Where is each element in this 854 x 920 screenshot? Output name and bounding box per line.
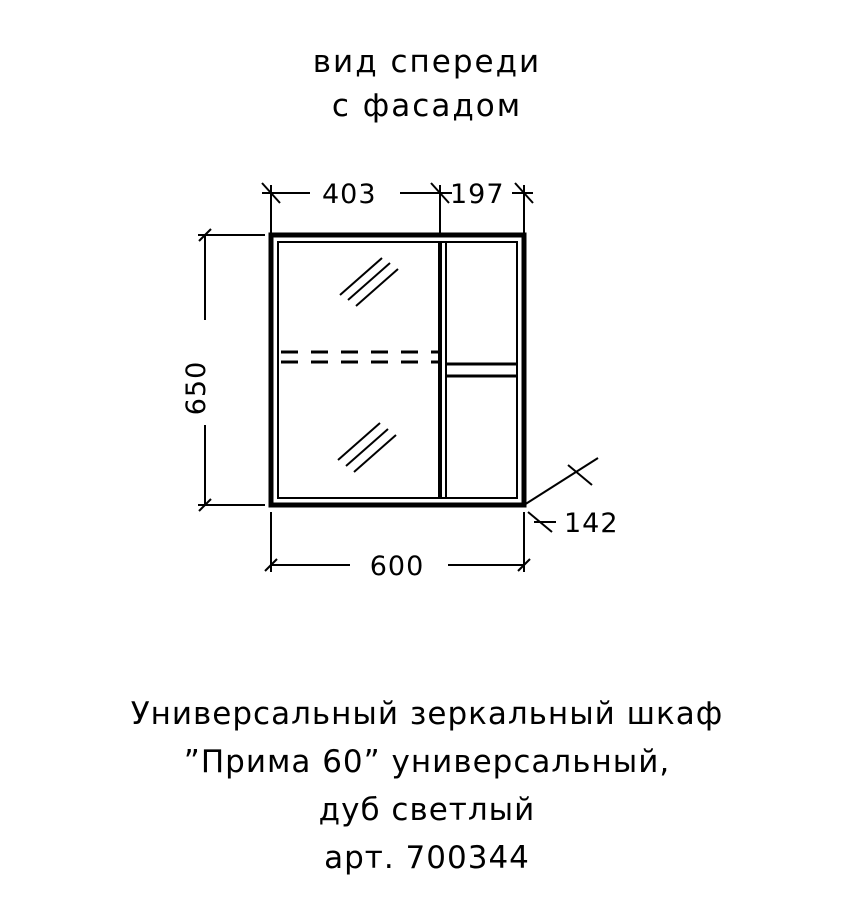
- title-line-1: вид спереди: [312, 44, 542, 80]
- dim-label-142: 142: [564, 508, 619, 539]
- mirror-glare-marks: [338, 258, 398, 472]
- center-dashed-line: [281, 352, 440, 362]
- dim-label-650: 650: [181, 360, 212, 416]
- cabinet-front-view-drawing: [0, 140, 854, 620]
- dim-label-197: 197: [450, 179, 505, 210]
- dim-label-600: 600: [369, 551, 425, 582]
- cabinet-outline: [271, 235, 524, 505]
- title-line-2: с фасадом: [331, 88, 523, 124]
- title-block: [0, 40, 854, 128]
- cabinet-body: [271, 235, 524, 505]
- caption-line-3: дуб светлый: [318, 792, 536, 828]
- caption-line-4: арт. 700344: [324, 840, 530, 876]
- caption-line-2: ”Прима 60” универсальный,: [183, 744, 671, 780]
- caption-block: [0, 690, 854, 882]
- dim-label-403: 403: [322, 179, 377, 210]
- cabinet-inner-outline: [278, 242, 517, 498]
- caption-line-1: Универсальный зеркальный шкаф: [130, 696, 724, 732]
